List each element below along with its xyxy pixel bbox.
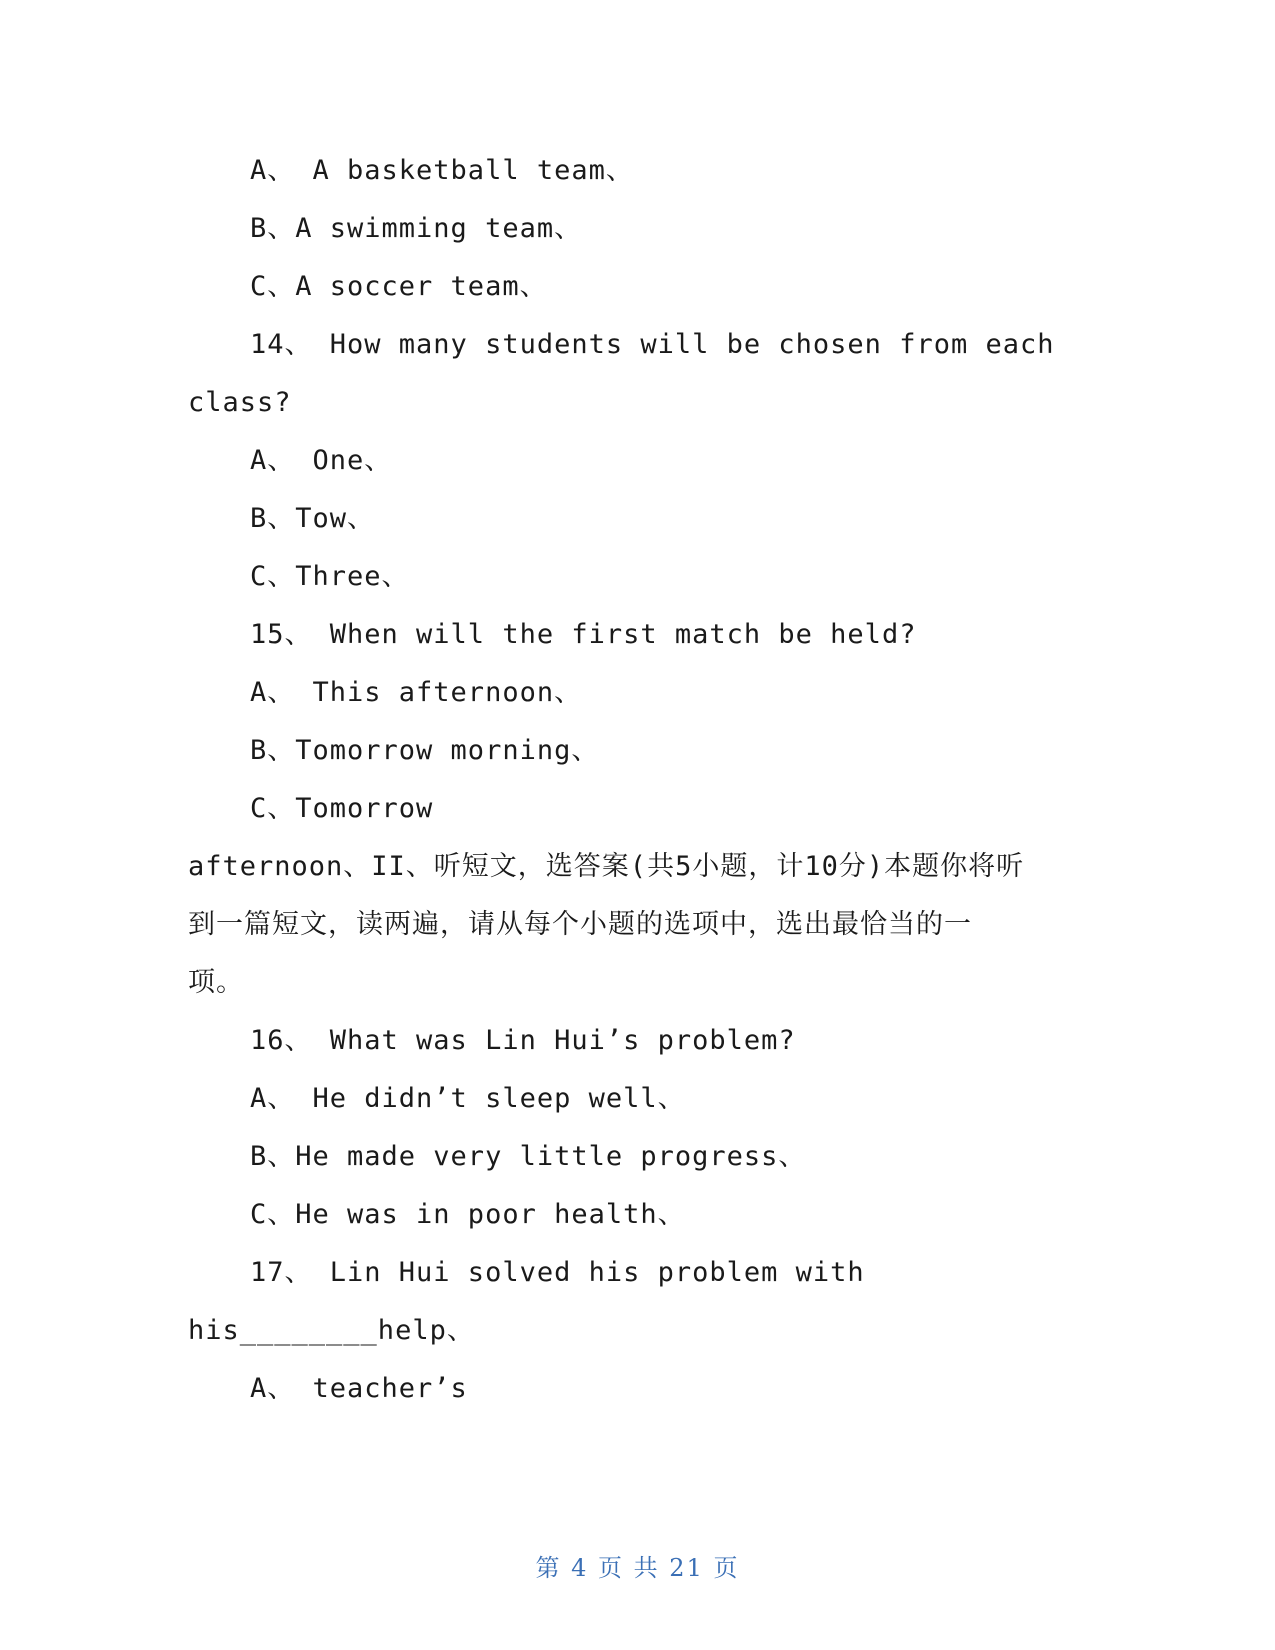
page-footer: 第 4 页 共 21 页 <box>535 1554 740 1582</box>
option-13a: A、 A basketball team、 <box>250 155 634 186</box>
section-ii-heading: afternoon、II、听短文，选答案(共5小题，计10分)本题你将听 <box>188 851 1025 882</box>
option-13b: B、A swimming team、 <box>250 213 583 244</box>
question-14: 14、 How many students will be chosen from each <box>250 329 1055 360</box>
option-14c: C、Three、 <box>250 561 410 592</box>
option-14a: A、 One、 <box>250 445 393 476</box>
option-16b: B、He made very little progress、 <box>250 1141 807 1172</box>
option-16a: A、 He didn’t sleep well、 <box>250 1083 686 1114</box>
option-13c: C、A soccer team、 <box>250 271 548 302</box>
question-16: 16、 What was Lin Hui’s problem? <box>250 1025 796 1056</box>
section-ii-instructions-end: 项。 <box>188 967 244 998</box>
question-14-continued: class? <box>188 387 292 418</box>
question-17: 17、 Lin Hui solved his problem with <box>250 1257 865 1288</box>
option-15c: C、Tomorrow <box>250 793 434 824</box>
question-15: 15、 When will the first match be held? <box>250 619 917 650</box>
option-17a: A、 teacher’s <box>250 1373 468 1404</box>
option-15b: B、Tomorrow morning、 <box>250 735 600 766</box>
option-15a: A、 This afternoon、 <box>250 677 583 708</box>
section-ii-instructions: 到一篇短文，读两遍，请从每个小题的选项中，选出最恰当的一 <box>188 909 972 940</box>
option-16c: C、He was in poor health、 <box>250 1199 686 1230</box>
question-17-continued: his________help、 <box>188 1315 475 1346</box>
option-14b: B、Tow、 <box>250 503 376 534</box>
